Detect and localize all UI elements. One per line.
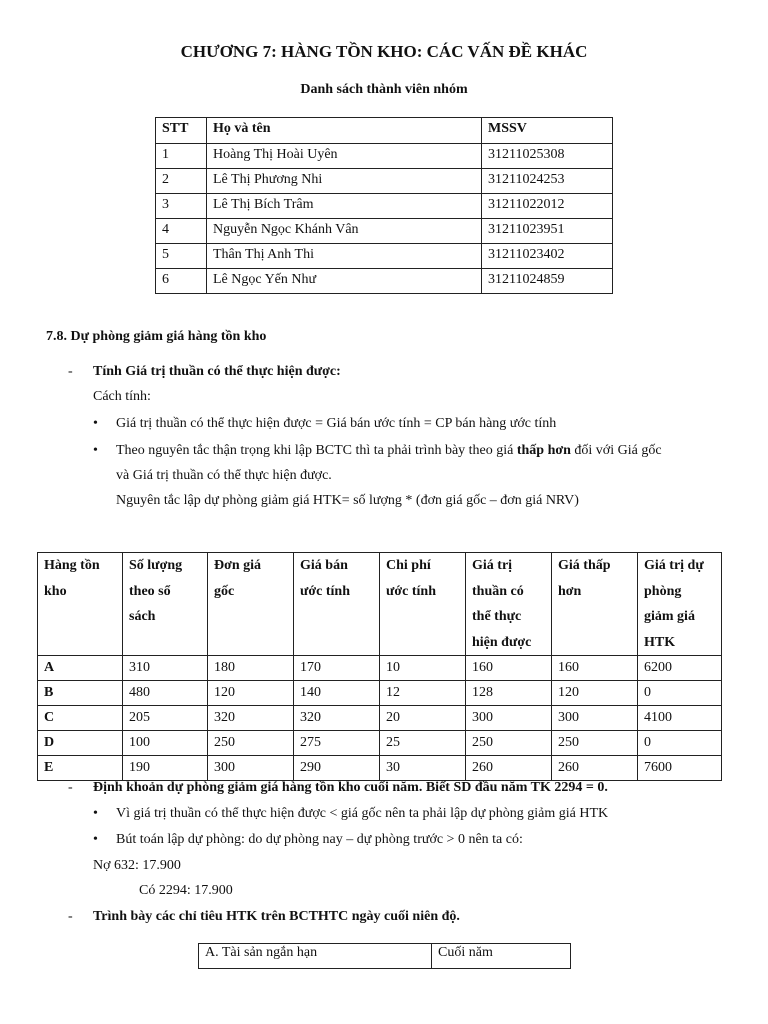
header-line: Giá trị	[472, 558, 513, 573]
header-quantity	[123, 553, 208, 656]
table-row	[156, 194, 613, 219]
header-item	[38, 553, 123, 656]
header-line: HTK	[644, 634, 676, 650]
member-name: Lê Thị Phương Nhi	[207, 169, 482, 194]
nrv-formula-bullet	[93, 416, 557, 432]
dash-marker: -	[68, 780, 73, 795]
header-name: Họ và tên	[207, 118, 482, 144]
dash-marker: -	[68, 364, 73, 379]
bullet-icon: •	[93, 806, 98, 821]
cell: 4100	[638, 706, 722, 731]
balance-sheet-table	[198, 943, 571, 969]
header-line: ước tính	[386, 583, 436, 599]
header-line: phòng	[644, 583, 682, 599]
cell: 250	[208, 731, 294, 756]
year-end-label: Cuối năm	[432, 944, 571, 969]
page-title: CHƯƠNG 7: HÀNG TỒN KHO: CÁC VẤN ĐỀ KHÁC	[180, 42, 588, 61]
member-stt: 6	[156, 269, 207, 294]
member-mssv: 31211023951	[482, 219, 613, 244]
dash-marker: -	[68, 909, 73, 924]
header-line: sách	[129, 609, 156, 624]
header-line: Đơn giá	[214, 558, 262, 573]
prudence-line2: và Giá trị thuần có thể thực hiện được.	[116, 468, 332, 483]
header-line: hơn	[558, 583, 582, 599]
header-line: gốc	[214, 583, 235, 599]
cell: 25	[380, 731, 466, 756]
current-assets-label: A. Tài sản ngắn hạn	[199, 944, 432, 969]
cell: 320	[294, 706, 380, 731]
header-est-cost	[380, 553, 466, 656]
prudence-text-pre: Theo nguyên tắc thận trọng khi lập BCTC thì ta phải trình bày theo giá	[116, 443, 517, 458]
header-mssv: MSSV	[482, 118, 613, 144]
entry-heading: Định khoản dự phòng giảm giá hàng tồn kho cuối năm. Biết SD đầu năm TK 2294 = 0.	[93, 780, 608, 795]
header-line: Số lượng	[129, 558, 183, 573]
member-table-header	[156, 118, 613, 144]
cell: 6200	[638, 656, 722, 681]
item-label: D	[38, 731, 123, 756]
item-label: A	[38, 656, 123, 681]
nrv-heading: Tính Giá trị thuần có thể thực hiện được:	[93, 364, 341, 379]
table-row	[156, 269, 613, 294]
cell: 310	[123, 656, 208, 681]
cell: 20	[380, 706, 466, 731]
cell: 12	[380, 681, 466, 706]
member-table	[155, 117, 613, 294]
member-name: Nguyễn Ngọc Khánh Vân	[207, 219, 482, 244]
cell: 260	[552, 756, 638, 781]
header-line: Chi phí	[386, 558, 431, 573]
item-label: E	[38, 756, 123, 781]
table-row	[38, 706, 722, 731]
cell: 205	[123, 706, 208, 731]
provision-principle: Nguyên tắc lập dự phòng giảm giá HTK= số lượng * (đơn giá gốc – đơn giá NRV)	[116, 493, 579, 508]
header-line: Giá thấp	[558, 558, 611, 573]
cell: 170	[294, 656, 380, 681]
cell: 260	[466, 756, 552, 781]
member-mssv: 31211023402	[482, 244, 613, 269]
section-heading: 7.8. Dự phòng giảm giá hàng tồn kho	[46, 329, 267, 344]
header-line: theo sổ	[129, 583, 171, 599]
header-line: thể thực	[472, 609, 522, 624]
bullet-icon: •	[93, 832, 98, 847]
cell: 100	[123, 731, 208, 756]
header-line: Hàng tồn	[44, 558, 100, 573]
cell: 128	[466, 681, 552, 706]
presentation-heading: Trình bày các chỉ tiêu HTK trên BCTHTC ngày cuối niên độ.	[93, 909, 460, 924]
cell: 10	[380, 656, 466, 681]
member-mssv: 31211025308	[482, 144, 613, 169]
header-line: hiện được	[472, 634, 532, 650]
header-line: kho	[44, 583, 67, 599]
cell: 300	[208, 756, 294, 781]
table-row	[38, 681, 722, 706]
table-row	[199, 944, 571, 969]
member-list-title: Danh sách thành viên nhóm	[300, 82, 468, 97]
header-line: ước tính	[300, 583, 350, 599]
member-mssv: 31211022012	[482, 194, 613, 219]
credit-entry: Có 2294: 17.900	[139, 883, 233, 898]
header-stt: STT	[156, 118, 207, 144]
cell: 120	[208, 681, 294, 706]
cell: 190	[123, 756, 208, 781]
member-name: Lê Ngọc Yến Như	[207, 269, 482, 294]
entry-bullet-2-text: Bút toán lập dự phòng: do dự phòng nay – dự phòng trước > 0 nên ta có:	[116, 832, 523, 847]
member-name: Hoàng Thị Hoài Uyên	[207, 144, 482, 169]
cell: 140	[294, 681, 380, 706]
cell: 250	[466, 731, 552, 756]
header-provision	[638, 553, 722, 656]
entry-bullet-2	[93, 832, 523, 848]
header-line: giảm giá	[644, 609, 695, 624]
cell: 160	[552, 656, 638, 681]
header-unit-cost	[208, 553, 294, 656]
member-stt: 2	[156, 169, 207, 194]
cell: 160	[466, 656, 552, 681]
member-mssv: 31211024859	[482, 269, 613, 294]
cell: 480	[123, 681, 208, 706]
prudence-text-bold: thấp hơn	[516, 443, 571, 458]
member-stt: 1	[156, 144, 207, 169]
cell: 30	[380, 756, 466, 781]
table-row	[38, 756, 722, 781]
cell: 250	[552, 731, 638, 756]
inventory-table-header	[38, 553, 722, 656]
cell: 275	[294, 731, 380, 756]
header-line: Giá trị dự	[644, 558, 704, 573]
prudence-bullet	[93, 443, 662, 459]
inventory-table	[37, 552, 722, 781]
method-label: Cách tính:	[93, 389, 151, 404]
cell: 7600	[638, 756, 722, 781]
header-est-price	[294, 553, 380, 656]
header-lower-price	[552, 553, 638, 656]
entry-bullet-1-text: Vì giá trị thuần có thể thực hiện được < giá gốc nên ta phải lập dự phòng giảm giá HTK	[116, 806, 609, 821]
cell: 300	[466, 706, 552, 731]
header-line: thuần có	[472, 583, 524, 599]
bullet-icon: •	[93, 416, 98, 431]
cell: 300	[552, 706, 638, 731]
entry-bullet-1	[93, 806, 609, 822]
cell: 0	[638, 681, 722, 706]
cell: 180	[208, 656, 294, 681]
header-nrv	[466, 553, 552, 656]
bullet-icon: •	[93, 443, 98, 458]
member-mssv: 31211024253	[482, 169, 613, 194]
table-row	[156, 144, 613, 169]
table-row	[38, 656, 722, 681]
item-label: C	[38, 706, 123, 731]
nrv-formula-text: Giá trị thuần có thể thực hiện được = Giá bán ước tính = CP bán hàng ước tính	[116, 416, 557, 431]
cell: 290	[294, 756, 380, 781]
table-row	[156, 169, 613, 194]
member-stt: 3	[156, 194, 207, 219]
cell: 0	[638, 731, 722, 756]
member-stt: 4	[156, 219, 207, 244]
table-row	[38, 731, 722, 756]
table-row	[156, 219, 613, 244]
cell: 320	[208, 706, 294, 731]
cell: 120	[552, 681, 638, 706]
prudence-text-post: đối với Giá gốc	[570, 443, 662, 458]
member-stt: 5	[156, 244, 207, 269]
item-label: B	[38, 681, 123, 706]
member-name: Thân Thị Anh Thi	[207, 244, 482, 269]
header-line: Giá bán	[300, 558, 348, 573]
debit-entry: Nợ 632: 17.900	[93, 858, 181, 873]
member-name: Lê Thị Bích Trâm	[207, 194, 482, 219]
table-row	[156, 244, 613, 269]
